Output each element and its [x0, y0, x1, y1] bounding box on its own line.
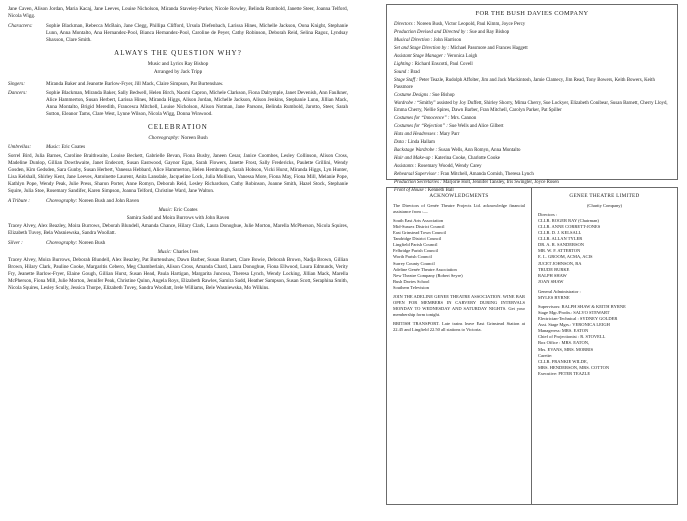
- staff-list-item: Carette:: [538, 352, 553, 358]
- company-panel: [386, 4, 678, 194]
- company-credit-names: Peter Teazle, Rudolph Affolter, Jim and Jack Mackintosh, Jamie Clamecy, Jim Read, Tony Bowers, Keith Bowers, Keith Passmore: [394, 78, 655, 90]
- company-credit-row: [394, 62, 670, 69]
- silver-music-value: Charles Ives: [173, 248, 199, 255]
- singers-row: [8, 81, 348, 88]
- company-credit-role: Set and Stage Direction by :: [394, 46, 451, 52]
- funder-list-item: East Grinstead Town Council: [393, 229, 446, 235]
- staff-list-item: Electrician-Technical : SYDNEY GOLDER: [538, 316, 618, 322]
- acknowledgments-funders-list: [393, 218, 525, 291]
- staff-list-item: Box Office : MRS. EATON,: [538, 340, 590, 346]
- company-credit-role: Hats and Headresses :: [394, 131, 440, 137]
- genee-subtitle: (Charity Company): [586, 202, 623, 208]
- tribute-cast: Tracey Alvey, Alex Beazley, Moira Burrows, Deborah Blundell, Amanda Chance, Hilary Clark, Laura Donoghue, Julie Morton, Marella McPherson, Nicola Squires, Elizabeth Tuvey, Bela Wasniewska, Sandra Woollatt.: [8, 222, 348, 236]
- company-credit-names: Kenneth Ball: [427, 188, 454, 194]
- genee-directors-list: [538, 218, 671, 285]
- company-credit-role: Production Devised and Directed by :: [394, 30, 470, 36]
- characters-label: Characters:: [8, 23, 33, 30]
- company-credit-role: Stage Staff :: [394, 78, 420, 84]
- genee-staff-list: [538, 304, 671, 377]
- umbrellas-music-value: Eric Coates: [61, 143, 86, 150]
- company-credit-role: Front of House :: [394, 188, 428, 194]
- association-notice: JOIN THE ADELINE GENEE THEATRE ASSOCIATION. WINE BAR OPEN FOR MEMBERS IN CARVERY DURING INTERVALS MONDAY TO WEDNESDAY AND SATURDAY NIGHTS. Get your membership form tonight.: [393, 294, 525, 317]
- director-list-item: RALPH SHAW: [538, 272, 567, 278]
- funder-list-item: Southern Television: [393, 284, 429, 290]
- company-credit-row: [394, 172, 670, 179]
- silver-row: [8, 240, 348, 247]
- staff-list-item: Manageress: MRS. EATON: [538, 328, 589, 334]
- funder-list-item: Adeline Genée Theatre Association: [393, 266, 457, 272]
- tribute-choreography-label: Choreography:: [46, 197, 78, 204]
- company-credit-row: [394, 22, 670, 29]
- company-credit-role: Assistant Stage Manager :: [394, 54, 447, 60]
- transport-title: BRITISH TRANSPORT.: [393, 320, 440, 326]
- company-panel-title: FOR THE BUSH DAVIES COMPANY: [475, 10, 589, 17]
- cast-intro-text: Jane Caven, Alison Jordan, Maria Kacaj, Jane Leeves, Louise Nicholson, Miranda Staveley-Parker, Nicole Rowley, Belinda Rumbold, Janette Steer, Joanna Telford, Nicola Wigg.: [8, 6, 348, 20]
- company-credit-row: [394, 78, 670, 91]
- celebration-title: CELEBRATION: [148, 122, 208, 131]
- singers-label: Singers:: [8, 80, 25, 87]
- characters-value: Sophie Blackman, Rebecca McBain, Jane Clegg, Phillipa Clifford, Ursula Diefenbach, Larissa Hines, Michelle Jackson, Oona Knight, Stephanie Lunn, Anna Montalto, Ana Hernandez-Pool, Bianca Hernandez-Pool, Caroline de Peyer, Cathy Robinson, Deborah Reid, Selina Ragoz, Lyndsay Shaxson, Clare Smith.: [46, 23, 348, 44]
- company-credit-row: [394, 148, 670, 155]
- staff-list-item: Supervisors: RALPH SHAW & KEITH BYRNE: [538, 303, 626, 309]
- company-credit-names: Sue and Ray Bishop: [469, 30, 510, 36]
- company-credit-names: Noreen Bush, Victor Leopold, Paul Kimm, Joyce Percy: [416, 22, 526, 27]
- company-credit-names: Susan Wells, Ann Romyn, Anna Montalto: [438, 148, 521, 153]
- company-credit-names: Mrs. Cannon: [450, 115, 477, 121]
- bottom-panels: [386, 187, 678, 505]
- right-column: [386, 4, 678, 505]
- company-credit-names: Linda Hallam: [407, 139, 435, 145]
- dancers-label: Dancers:: [8, 89, 27, 96]
- tribute-choreography-value: Noreen Bush and John Raven: [78, 197, 140, 204]
- genee-theatre-panel: [532, 188, 677, 504]
- director-list-item: MR. W. F. ATTERTON: [538, 248, 581, 254]
- company-credit-row: [394, 101, 670, 114]
- tribute-music-label: Music:: [158, 206, 173, 213]
- director-list-item: TRUDE BURKE: [538, 266, 570, 272]
- umbrellas-row: [8, 144, 348, 151]
- umbrellas-cast: Sorrel Bird, Julia Barnes, Caroline Braithwaite, Louise Beckett, Gabrielle Bevan, Fiona Busby, Janeen Cesar, Janice Coombes, Lesley Collinson, Alison Cross, Madeline Dunlop, Gillian Dowthwaite, Janet Endecott, Susan Eastwood, Gaynor Egan, Sarah Flowers, Janette Frost, Sally Fredericks, Paulette Grillini, Wendy Gosden, Kim Gedsden, Sara Gunby, Susan Herbert, Vanessa Hebbard, Alice Hammerton, Helen Hembraugh, Sarah Hobson, Vicki Hurst, Miranda Higgs, Lyn Hunter, Lisa Kelshall, Shirley Kent, Jane Leeves, Antoinette Laurent, Anita Lansdale, Jacqueline Lock, Julia Mollison, Vanessa More, Fiona May, Fiona Mill, Melanie Pope, Kathlyn Pope, Wendy Peak, Julie Press, Sharon Porter, Anne Romyn, Deborah Reid, Lesley Richardson, Cathy Robinson, Joanne Smith, Hazel Stock, Stephanie Squire, Julia Stoe, Rosemary Sandifer, Karen Simpson, Joanna Telford, Christine Ward, Jane Walton.: [8, 152, 348, 194]
- umbrellas-music: [46, 144, 348, 151]
- song-title: ALWAYS THE QUESTION WHY?: [114, 49, 242, 58]
- company-credit-names: Mary Parr: [439, 131, 460, 137]
- acknowledgments-panel: [387, 188, 532, 504]
- company-credit-names: Sue Wells and Alice Gilbert: [449, 123, 504, 129]
- company-credit-row: [394, 180, 670, 187]
- tribute-label: A Tribute :: [8, 197, 30, 204]
- company-credit-row: [394, 132, 670, 139]
- company-credit-row: [394, 38, 670, 45]
- tribute-row: [8, 198, 348, 205]
- celebration-choreography-label: Choreography:: [148, 134, 180, 141]
- company-credit-row: [394, 164, 670, 171]
- company-credit-role: Directors :: [394, 22, 417, 27]
- staff-list-item: Mrs. EVANS, MRS. MORRIS: [538, 346, 594, 352]
- company-credit-row: [394, 70, 670, 77]
- tribute-music-value: Eric Coates: [173, 206, 198, 213]
- staff-list-item: Asst. Stage Mgrs.: VERONICA LEIGH: [538, 322, 610, 328]
- silver-music-line: [8, 249, 348, 256]
- genee-directors-label: Directors :: [538, 211, 558, 217]
- genee-title: GENEE THEATRE LIMITED: [569, 193, 640, 199]
- staff-list-item: Chief of Projectionist : R. STOVELL: [538, 334, 606, 340]
- acknowledgments-intro: The Directors of Genée Theatre Projects Ltd. acknowledge financial assistance from :—: [393, 202, 525, 214]
- company-credit-names: Michael Passmore and Frances Haggett: [450, 46, 528, 52]
- director-list-item: DR. A. R. SANDERSON: [538, 242, 585, 248]
- company-credit-role: Musical Direction :: [394, 38, 434, 44]
- company-credit-names: Fran Mitchell, Amanda Cornish, Theresa Lynch: [440, 172, 534, 178]
- company-credit-names: Rosemary Woodd, Wendy Carey: [417, 164, 482, 170]
- company-credit-row: [394, 116, 670, 123]
- staff-list-item: MRS. HENDERSON, MRS. COTTON: [538, 364, 610, 370]
- funder-list-item: Mid-Sussex District Council: [393, 223, 445, 229]
- funder-list-item: Surrey County Council: [393, 260, 435, 266]
- company-credit-role: Assistants :: [394, 164, 418, 170]
- company-credit-row: [394, 93, 670, 100]
- left-column: [8, 6, 348, 295]
- company-credit-names: “Smithy” assisted by Joy Duffett, Shirley Shorry, Mima Cherry, Sue Lockyer, Elizabeth Conibear, Susan Barnett, Cherry Lloyd, Emma Cherry, Nellie Spires, Dawn Barber, Fran Mitchell, Carolyn Parker, Pat Spiller: [394, 101, 668, 113]
- company-credit-role: Backstage Wardrobe :: [394, 148, 439, 153]
- celebration-choreography-value: Noreen Bush: [180, 134, 208, 141]
- song-arranged: Arranged by Jack Tripp: [153, 68, 203, 75]
- samira-line: Samira Sadd and Moira Burrows with John Raven: [126, 214, 230, 221]
- dancers-value: Sophie Blackman, Miranda Baker, Sally Bedwell, Helen Birch, Naomi Capron, Michele Clarkson, Fiona Dalrymple, Janet Devenish, Ann Faulkner, Alice Hammerton, Susan Herbert, Larissa Hines, Miranda Higgs, Alison Jordan, Michelle Jackson, Alison Jenkins, Stephanie Lunn, Jillian Mack, Anna Montalto, Brigid Meredith, Francesca Mitchell, Louise Nicholson, Alison Notman, Jane Parsons, Belinda Rumbold, Jarotto, Steer, Sarah Sutton, Eleanor Tams, Clare West, Lynne Wilson, Nicola Wigg, Donna Winwood.: [46, 89, 348, 117]
- celebration-choreography: [8, 135, 348, 142]
- company-credit-names: Veronica Loigh: [446, 54, 478, 60]
- director-list-item: CLLR. D. J. KELSALL: [538, 229, 582, 235]
- company-credit-row: [394, 54, 670, 61]
- song-credit: Music and Lyrics Ray Bishop: [147, 60, 209, 67]
- silver-choreography-label: Choreography:: [46, 239, 78, 246]
- singers-value: Miranda Baker and Jeanotte Barlow-Fryer, Jill Mack, Claire Simpson, Pat Burtenshaw.: [46, 80, 224, 87]
- company-credit-role: Hair and Make-up :: [394, 156, 435, 162]
- company-credit-row: [394, 30, 670, 37]
- director-list-item: CLLR. ALLAN TYLER: [538, 236, 583, 242]
- company-credit-role: Sound :: [394, 70, 411, 76]
- silver-choreography: [46, 240, 348, 247]
- company-credit-row: [394, 46, 670, 53]
- silver-cast: Tracey Alvey, Moira Burrows, Deborah Blundell, Alex Beazley, Pat Burtenshaw, Dawn Barber, Susan Barnett, Clare Bowie, Deborah Brown, Nadja Brown, Gillian Brown, Hilary Clark, Pauline Cooke, Margaritis Cebero, Meg Chamberlain, Alison Cross, Amanda Chard, Laura Donoghue, Fiona Ellwood, Laura Edmunds, Verity Fry, Jeanette Barlow-Fryer, Elaine Gough, Gillian Hurst, Susan Head, Paula Hartigan, Margarita Juncosa, Theresa Lynch, Wendy Locking, Jillian Mack, Marella McPherson, Fiona Mill, Julie Morton, Jennifer Peak, Christine Quinn, Angela Roys, Elizabeth Rawles, Samira Sadd, Heather Sampson, Susan Scott, Seraphina Smith, Nicola Squires, Lesley Scully, Jessica Thorpe, Elizabeth Tuvey, Sandra Woollatt, Irele Williams, Bele Wasniewska, Mo Wilkins.: [8, 256, 348, 291]
- company-credits-list: [394, 22, 670, 195]
- company-credit-role: Costumes for “Innocence” :: [394, 115, 451, 121]
- funder-list-item: Tandridge District Council: [393, 236, 442, 242]
- staff-list-item: Stage Mgr./Prodn.: SALVO STEWART: [538, 309, 610, 315]
- silver-music-label: Music:: [157, 248, 172, 255]
- company-credit-role: Costume Designs :: [394, 93, 433, 99]
- funder-list-item: Bush Davies School: [393, 278, 430, 284]
- company-credit-role: Lighting :: [394, 62, 415, 68]
- staff-list-item: Executive: PETER TEAZLE: [538, 371, 591, 377]
- tribute-choreography: [46, 198, 348, 205]
- company-credit-names: John Harrison: [433, 38, 462, 44]
- dancers-row: [8, 90, 348, 118]
- funder-list-item: Felbridge Parish Council: [393, 248, 438, 254]
- director-list-item: JUCET JOHNSON, BA: [538, 260, 582, 266]
- director-list-item: JOAN SHAW: [538, 278, 564, 284]
- company-credit-names: Katerina Cooke, Charlotte Cooke: [434, 156, 500, 162]
- company-credit-role: Costumes for “Rejection” :: [394, 123, 450, 129]
- company-credit-names: Sue Bishop: [432, 93, 455, 99]
- funder-list-item: South East Arts Association: [393, 217, 444, 223]
- characters-row: [8, 23, 348, 44]
- transport-notice: [393, 321, 525, 333]
- acknowledgments-title: ACKNOWLEDGMENTS: [429, 193, 489, 199]
- silver-label: Silver :: [8, 239, 23, 246]
- director-list-item: CLLR. ANNE CORRETT-JONES: [538, 223, 601, 229]
- funder-list-item: New Theatre Company (Robert Seyre): [393, 272, 463, 278]
- funder-list-item: Lingfield Parish Council: [393, 242, 438, 248]
- umbrellas-label: Umbrellas:: [8, 143, 32, 150]
- staff-list-item: CLLR. FRANKIE WILDE,: [538, 358, 588, 364]
- company-credit-names: Marjorie Holt, Jennifer Tansley, Iris Swingler, Joyce Rosen: [442, 180, 559, 186]
- director-list-item: CLLR. ROGER RAY (Chairman): [538, 217, 599, 223]
- umbrellas-music-label: Music:: [46, 143, 61, 150]
- genee-gm-value: MYLES BYRNE: [538, 294, 570, 300]
- company-credit-row: [394, 140, 670, 147]
- director-list-item: E. L. GROOM, ACMA, ACIS: [538, 254, 593, 260]
- company-credit-role: Production Secretaries :: [394, 180, 443, 186]
- company-credit-role: Wardrobe :: [394, 101, 418, 107]
- funder-list-item: Worth Parish Council: [393, 254, 432, 260]
- genee-gm-label: General Administrator :: [538, 288, 581, 294]
- transport-text: Late trains leave East Grinstead Station at 22.45 and Lingfield 22.50 all stations to Victoria.: [393, 320, 526, 332]
- company-credit-names: Richard Enscotti, Paul Covell: [414, 62, 473, 68]
- silver-choreography-value: Noreen Bush: [78, 239, 106, 246]
- tribute-music-line: [8, 207, 348, 214]
- company-credit-row: [394, 124, 670, 131]
- company-credit-role: Rehearsal Supervisor :: [394, 172, 441, 178]
- company-credit-names: Brad: [410, 70, 420, 76]
- company-credit-row: [394, 156, 670, 163]
- company-credit-role: Data :: [394, 139, 408, 145]
